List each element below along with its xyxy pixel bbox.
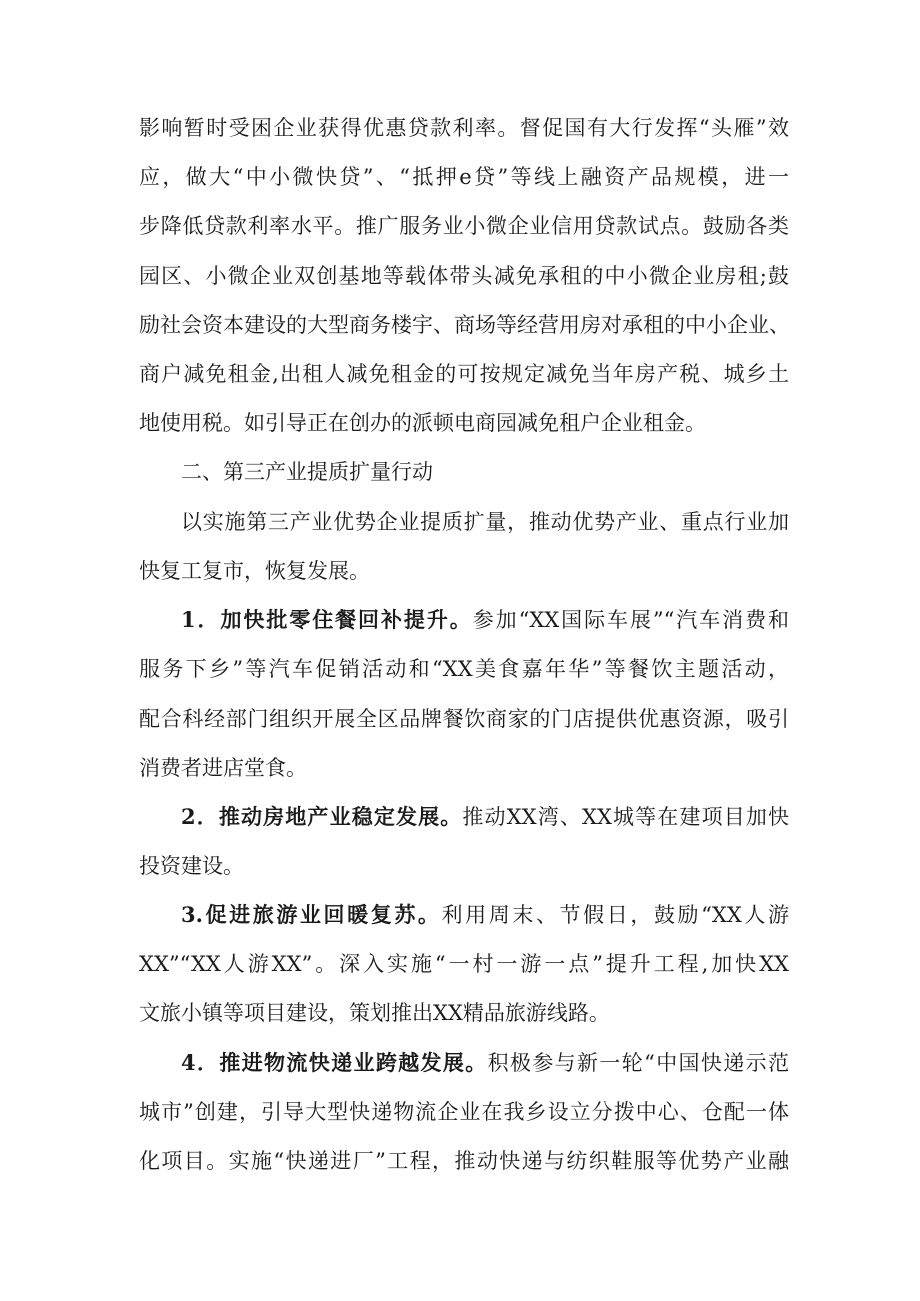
item-4-text: 积极参与新一轮“中国快递示范	[487, 1051, 789, 1075]
text-line: 励社会资本建设的大型商务楼宇、商场等经营用房对承租的中小企业、	[139, 313, 790, 337]
text-line: 应，做大“中小微快贷”、“抵押e贷”等线上融资产品规模，进一	[139, 165, 789, 189]
text-line: 文旅小镇等项目建设，策划推出XX精品旅游线路。	[139, 1001, 610, 1025]
item-2-text: 推动XX湾、XX城等在建项目加快	[462, 805, 789, 829]
paragraph-1-first-line	[181, 603, 789, 637]
text-line: 服务下乡”等汽车促销活动和“XX美食嘉年华”等餐饮主题活动，	[139, 657, 789, 681]
paragraph-2-first-line	[181, 800, 789, 834]
text-line: 步降低贷款利率水平。推广服务业小微企业信用贷款试点。鼓励各类	[139, 214, 789, 238]
text-line: 配合科经部门组织开展全区品牌餐饮商家的门店提供优惠资源，吸引	[139, 707, 789, 731]
item-1-title: 1．加快批零住餐回补提升。	[181, 607, 473, 632]
paragraph-3-first-line	[181, 898, 789, 932]
text-line: 快复工复市，恢复发展。	[139, 559, 370, 583]
text-line: XX”“XX人游XX”。深入实施“一村一游一点”提升工程,加快XX	[139, 952, 789, 976]
text-line: 投资建设。	[139, 854, 244, 878]
item-3-title: 3.促进旅游业回暖复苏。	[181, 902, 442, 927]
item-1-text: 参加“XX国际车展”“汽车消费和	[472, 608, 789, 632]
text-line: 化项目。实施“快递进厂”工程，推动快递与纺织鞋服等优势产业融	[139, 1149, 789, 1173]
text-line: 以实施第三产业优势企业提质扩量，推动优势产业、重点行业加	[181, 510, 789, 534]
text-line: 影响暂时受困企业获得优惠贷款利率。督促国有大行发挥“头雁”效	[139, 116, 789, 140]
text-line: 园区、小微企业双创基地等载体带头减免承租的中小微企业房租;鼓	[139, 264, 789, 288]
text-line: 消费者进店堂食。	[139, 756, 307, 780]
item-2-title: 2．推动房地产业稳定发展。	[181, 804, 463, 829]
paragraph-4-first-line	[181, 1046, 789, 1080]
text-line: 地使用税。如引导正在创办的派顿电商园减免租户企业租金。	[139, 411, 706, 435]
text-line: 城市”创建，引导大型快递物流企业在我乡设立分拨中心、仓配一体	[139, 1100, 789, 1124]
item-4-title: 4．推进物流快递业跨越发展。	[181, 1050, 488, 1075]
text-line: 商户减免租金,出租人减免租金的可按规定减免当年房产税、城乡土	[139, 362, 789, 386]
item-3-text: 利用周末、节假日，鼓励“XX人游	[441, 903, 789, 927]
section-heading: 二、第三产业提质扩量行动	[181, 460, 433, 484]
